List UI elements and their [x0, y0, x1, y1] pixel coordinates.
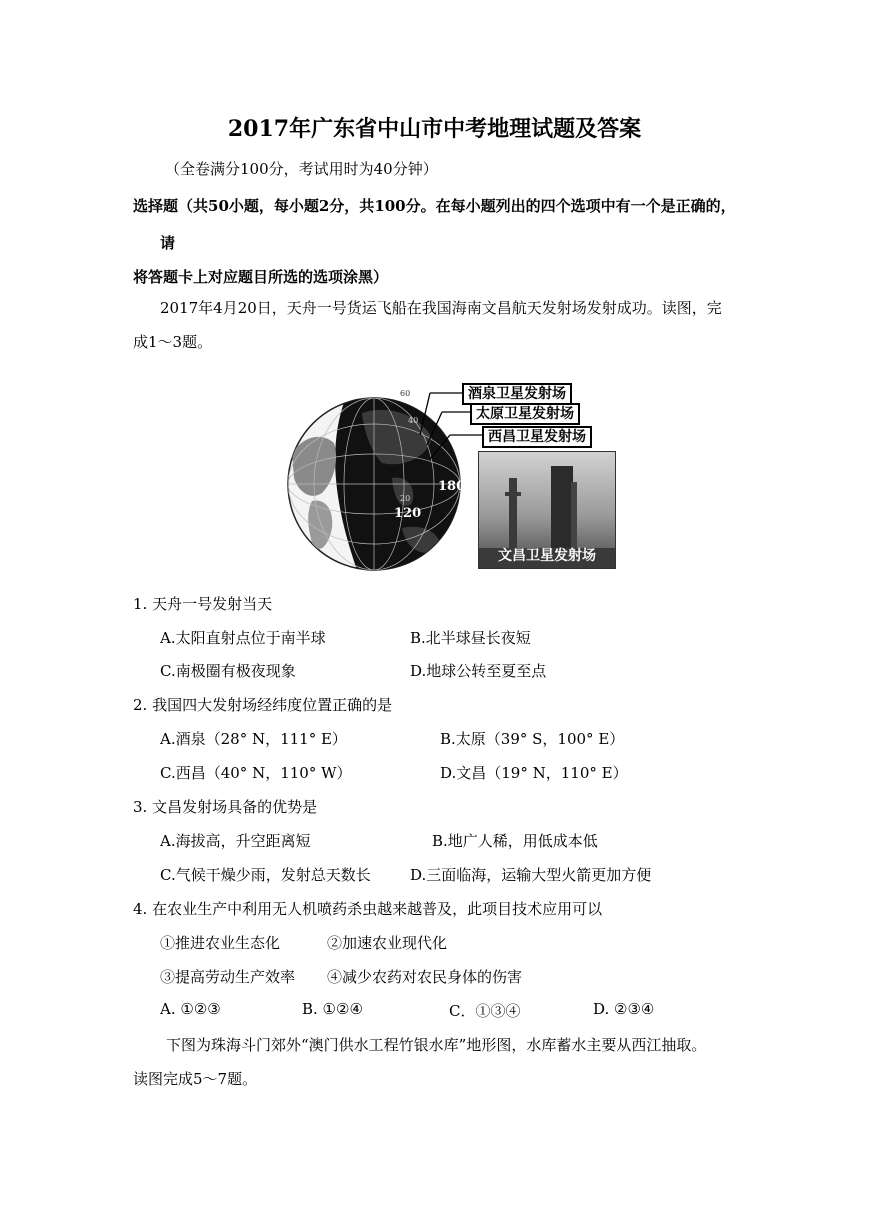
instructions-line-1: 选择题（共50小题，每小题2分，共100分。在每小题列出的四个选项中有一个是正确的，	[133, 197, 736, 215]
question-3-option-d: D.三面临海，运输大型火箭更加方便	[410, 866, 652, 884]
question-4-item-4: ④减少农药对农民身体的伤害	[327, 968, 523, 986]
instructions-line-3: 将答题卡上对应题目所选的选项涂黑）	[133, 268, 389, 286]
instructions-line-2: 请	[160, 234, 176, 252]
lat-40-label: 40	[408, 416, 419, 425]
question-1-stem: 1. 天舟一号发射当天	[133, 595, 273, 613]
intro1-line-2: 成1～3题。	[133, 333, 213, 351]
question-2-option-a: A.酒泉（28° N，111° E）	[160, 730, 347, 748]
wenchang-photo	[478, 451, 616, 569]
question-4-item-1: ①推进农业生态化	[160, 934, 281, 952]
question-2-option-d: D.文昌（19° N，110° E）	[440, 764, 628, 782]
question-3-option-a: A.海拔高，升空距离短	[160, 832, 311, 850]
question-4-option-a: A. ①②③	[160, 1000, 221, 1018]
question-1-option-c: C.南极圈有极夜现象	[160, 662, 296, 680]
question-2-stem: 2. 我国四大发射场经纬度位置正确的是	[133, 696, 393, 714]
question-1-option-a: A.太阳直射点位于南半球	[160, 629, 326, 647]
taiyuan-label: 太原卫星发射场	[470, 403, 580, 425]
question-4-item-3: ③提高劳动生产效率	[160, 968, 296, 986]
question-4-option-d: D. ②③④	[593, 1000, 655, 1018]
intro1-line-1: 2017年4月20日，天舟一号货运飞船在我国海南文昌航天发射场发射成功。读图，完	[160, 299, 722, 317]
question-4-stem: 4. 在农业生产中利用无人机喷药杀虫越来越普及，此项目技术应用可以	[133, 900, 603, 918]
intro2-line-2: 读图完成5～7题。	[133, 1070, 258, 1088]
page-title: 2017年广东省中山市中考地理试题及答案	[227, 116, 642, 142]
question-2-option-c: C.西昌（40° N，110° W）	[160, 764, 352, 782]
question-4-option-b: B. ①②④	[302, 1000, 363, 1018]
jiuquan-label: 酒泉卫星发射场	[462, 383, 572, 405]
question-1-option-d: D.地球公转至夏至点	[410, 662, 547, 680]
lat-60-label: 60	[400, 389, 411, 398]
question-3-option-c: C.气候干燥少雨，发射总天数长	[160, 866, 371, 884]
question-3-option-b: B.地广人稀，用低成本低	[432, 832, 598, 850]
lat-20-label: 20	[400, 494, 411, 503]
question-1-option-b: B.北半球昼长夜短	[410, 629, 531, 647]
question-4-option-c: C．①③④	[449, 1002, 521, 1020]
question-2-option-b: B.太原（39° S，100° E）	[440, 730, 625, 748]
lon-120-label: 120	[394, 506, 422, 521]
xichang-label: 西昌卫星发射场	[482, 426, 592, 448]
question-4-item-2: ②加速农业现代化	[327, 934, 448, 952]
lon-180-label: 180	[438, 479, 466, 494]
exam-note: （全卷满分100分，考试用时为40分钟）	[165, 160, 438, 178]
intro2-line-1: 下图为珠海斗门郊外“澳门供水工程竹银水库”地形图，水库蓄水主要从西江抽取。	[166, 1036, 707, 1054]
question-3-stem: 3. 文昌发射场具备的优势是	[133, 798, 318, 816]
launch-sites-figure	[282, 383, 622, 571]
wenchang-label: 文昌卫星发射场	[498, 548, 596, 564]
